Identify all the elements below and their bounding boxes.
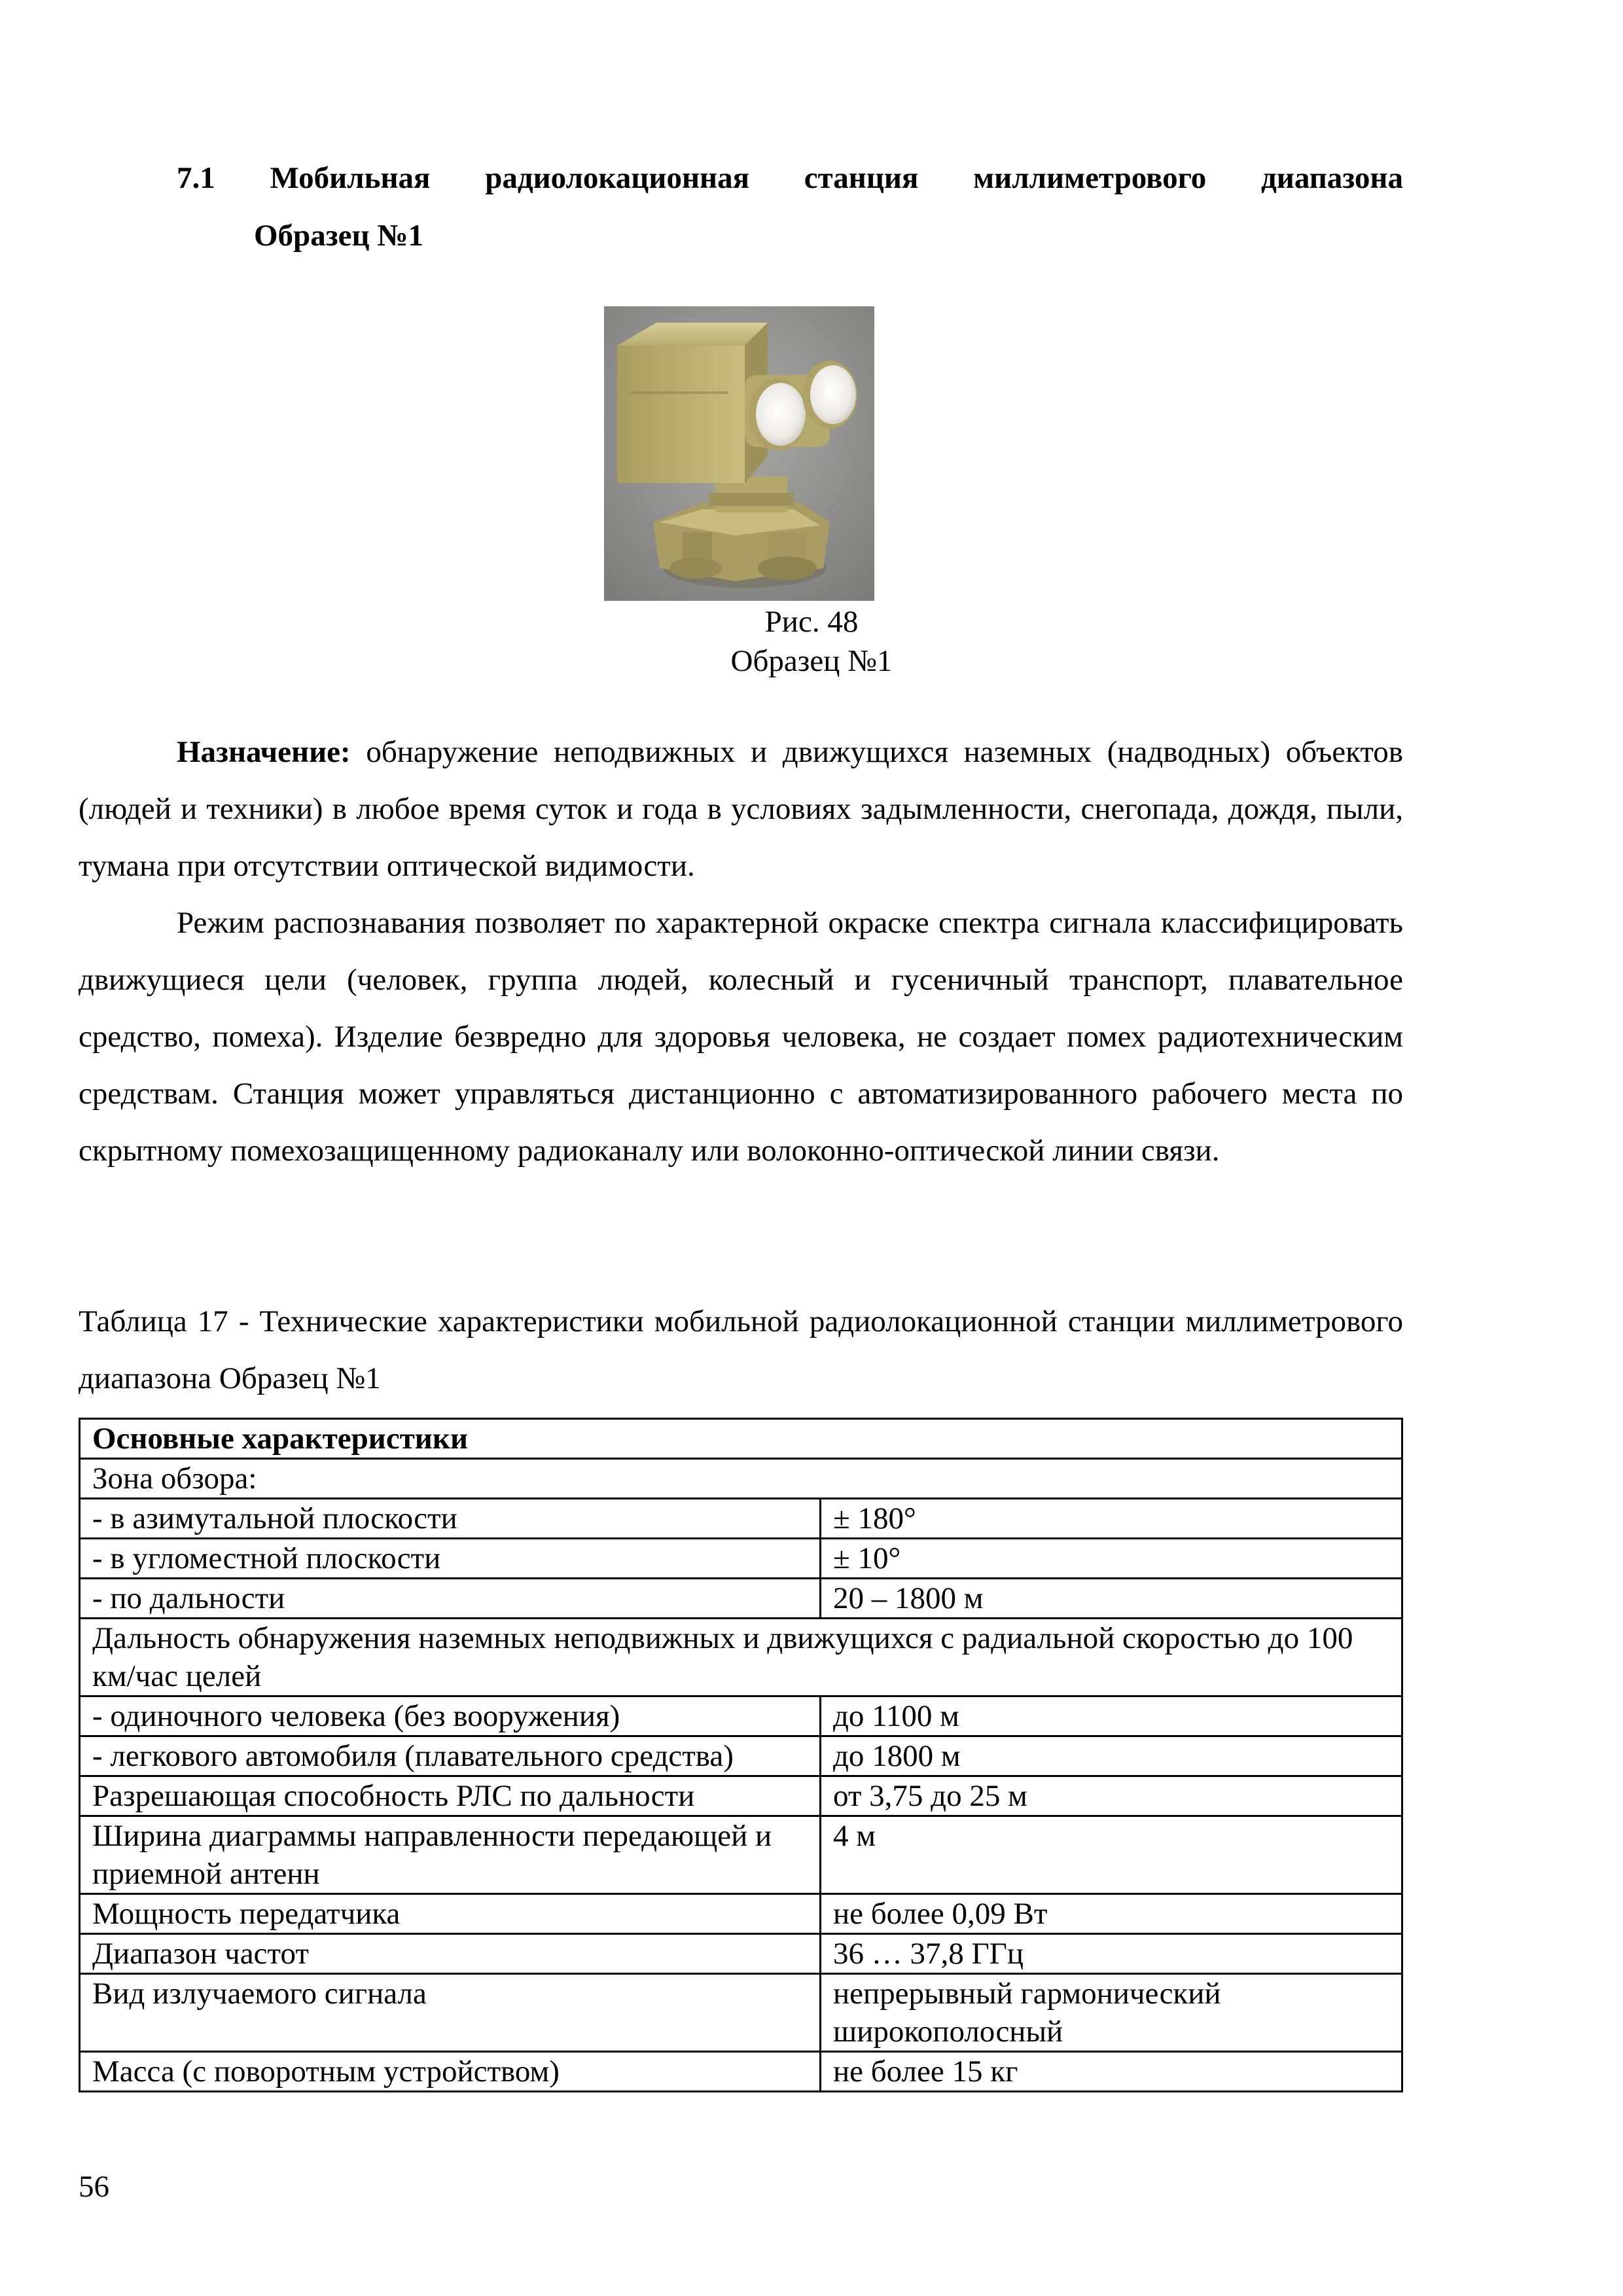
- table-row: [80, 1776, 1402, 1816]
- table-row: [80, 1579, 1402, 1619]
- heading-word: миллиметрового: [973, 161, 1207, 195]
- table-row: [80, 1539, 1402, 1579]
- param-cell: - легкового автомобиля (плавательного средства): [80, 1736, 821, 1776]
- param-cell: - по дальности: [80, 1579, 821, 1619]
- value-cell: ± 10°: [821, 1539, 1402, 1579]
- param-cell: Масса (с поворотным устройством): [80, 2052, 821, 2092]
- table-row: [80, 1816, 1402, 1894]
- recognition-text: Режим распознавания позволяет по характерной окраске спектра сигнала классифицировать движущиеся цели (человек, группа людей, колесный и гусеничный транспорт, плавательное средство, помеха). Изделие безвредно для здоровья человека, не создает помех радиотехническим средствам. Станция может управляться дистанционно с автоматизированного рабочего места по скрытному помехозащищенному радиоканалу или волоконно-оптической линии связи.: [79, 906, 1403, 1168]
- value-cell: до 1800 м: [821, 1736, 1402, 1776]
- param-cell: - в азимутальной плоскости: [80, 1499, 821, 1539]
- radar-station-photo: [604, 306, 874, 601]
- table-row: [80, 1459, 1402, 1499]
- param-cell: - в угломестной плоскости: [80, 1539, 821, 1579]
- value-cell: 36 … 37,8 ГГц: [821, 1934, 1402, 1974]
- value-cell: 4 м: [821, 1816, 1402, 1894]
- table-group-cell: Дальность обнаружения наземных неподвижных и движущихся с радиальной скоростью до 100 км/час целей: [80, 1619, 1402, 1696]
- purpose-paragraph: [79, 724, 1403, 895]
- param-cell: Вид излучаемого сигнала: [80, 1974, 821, 2052]
- page-number: 56: [79, 2170, 109, 2204]
- param-cell: Мощность передатчика: [80, 1894, 821, 1934]
- value-cell: непрерывный гармонический широкополосный: [821, 1974, 1402, 2052]
- table-row: [80, 1894, 1402, 1934]
- value-cell: не более 15 кг: [821, 2052, 1402, 2092]
- table-row: [80, 1696, 1402, 1736]
- figure-caption-title: Образец №1: [730, 644, 893, 678]
- table-row: [80, 1419, 1402, 1459]
- section-heading: [177, 149, 1403, 264]
- table-row: [80, 1499, 1402, 1539]
- purpose-label: Назначение:: [177, 735, 351, 769]
- table-title: Таблица 17 - Технические характеристики мобильной радиолокационной станции миллиметрового диапазона Образец №1: [79, 1304, 1403, 1395]
- figure-caption-number: Рис. 48: [764, 605, 859, 639]
- section-heading-line1: [177, 149, 1403, 207]
- value-cell: до 1100 м: [821, 1696, 1402, 1736]
- value-cell: не более 0,09 Вт: [821, 1894, 1402, 1934]
- section-number: 7.1: [177, 161, 215, 195]
- heading-word: станция: [804, 161, 919, 195]
- spec-table: [79, 1418, 1403, 2092]
- value-cell: от 3,75 до 25 м: [821, 1776, 1402, 1816]
- table-row: [80, 1736, 1402, 1776]
- table-row: [80, 1934, 1402, 1974]
- heading-word: диапазона: [1260, 161, 1403, 195]
- table-row: [80, 1619, 1402, 1696]
- param-cell: Диапазон частот: [80, 1934, 821, 1974]
- radar-station-illustration: [604, 306, 874, 601]
- table-group-cell: Зона обзора:: [80, 1459, 1402, 1499]
- table-row: [80, 1974, 1402, 2052]
- section-heading-line2: Образец №1: [254, 219, 424, 253]
- value-cell: 20 – 1800 м: [821, 1579, 1402, 1619]
- table-row: [80, 2052, 1402, 2092]
- param-cell: Разрешающая способность РЛС по дальности: [80, 1776, 821, 1816]
- recognition-paragraph: [79, 895, 1403, 1179]
- heading-word: Мобильная: [270, 161, 431, 195]
- value-cell: ± 180°: [821, 1499, 1402, 1539]
- table-header-cell: Основные характеристики: [80, 1419, 1402, 1459]
- purpose-text: обнаружение неподвижных и движущихся наземных (надводных) объектов (людей и техники) в любое время суток и года в условиях задымленности, снегопада, дождя, пыли, тумана при отсутствии оптической видимости.: [79, 735, 1403, 883]
- param-cell: - одиночного человека (без вооружения): [80, 1696, 821, 1736]
- param-cell: Ширина диаграммы направленности передающей и приемной антенн: [80, 1816, 821, 1894]
- heading-word: радиолокационная: [485, 161, 750, 195]
